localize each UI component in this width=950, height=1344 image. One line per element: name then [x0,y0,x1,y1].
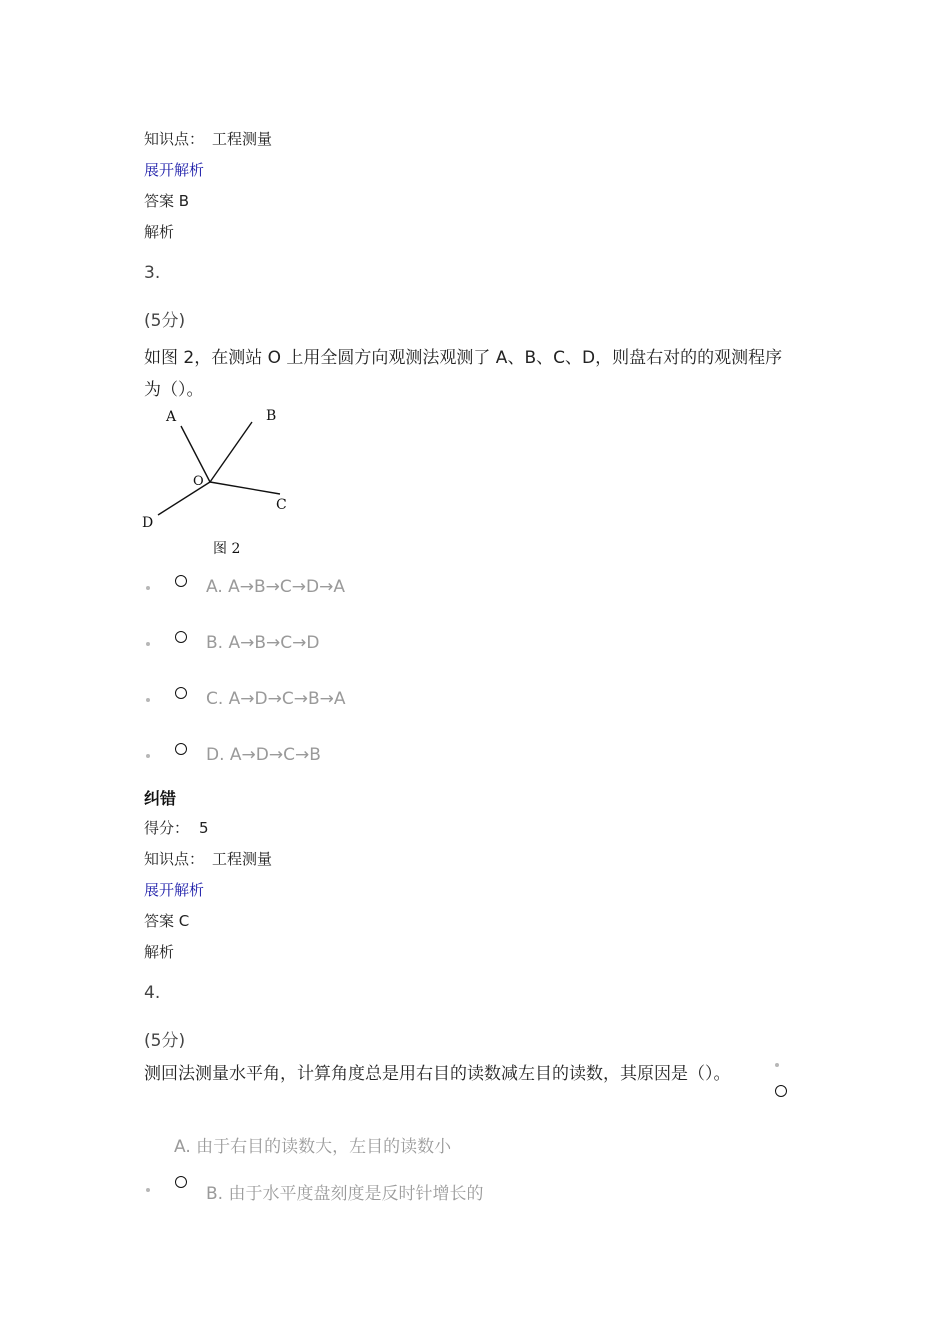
label-d: D [142,515,154,531]
knowledge-point-label: 知识点： [144,130,205,148]
radio-button-d[interactable] [175,743,187,755]
question-score: (5分) [144,1031,186,1051]
figure-caption: 图 2 [213,541,241,557]
label-c: C [276,497,287,513]
question-number: 3. [144,263,161,283]
analysis-label: 解析 [144,943,175,961]
bullet-icon [146,1188,150,1192]
knowledge-point-label: 知识点： [144,850,205,868]
question-text-line1: 如图 2，在测站 O 上用全圆方向观测法观测了 A、B、C、D，则盘右对的的观测程序 [144,348,783,368]
bullet-icon [775,1063,779,1067]
radio-button-c[interactable] [175,687,187,699]
score-label: 得分： [144,819,190,837]
bullet-icon [146,642,150,646]
label-a: A [166,409,177,425]
bullet-icon [146,586,150,590]
radio-button-a[interactable] [775,1085,787,1097]
label-o: O [193,474,204,489]
bullet-icon [146,698,150,702]
radio-button-b[interactable] [175,631,187,643]
report-error-link[interactable]: 纠错 [144,789,177,808]
expand-analysis-link[interactable]: 展开解析 [144,881,205,899]
analysis-label: 解析 [144,223,175,241]
radio-button-a[interactable] [175,575,187,587]
question-text-line2: 为（）。 [144,380,204,400]
figure-2-diagram [0,0,320,570]
bullet-icon [146,754,150,758]
option-b-label[interactable]: B. A→B→C→D [206,633,320,653]
option-a-label[interactable]: A. 由于右目的读数大，左目的读数小 [174,1137,452,1157]
question-text: 测回法测量水平角，计算角度总是用右目的读数减左目的读数，其原因是（）。 [144,1064,731,1084]
score-value: 5 [199,819,209,837]
ray-ob [210,422,252,482]
option-b-label[interactable]: B. 由于水平度盘刻度是反时针增长的 [206,1184,484,1204]
knowledge-point-value: 工程测量 [212,130,273,148]
label-b: B [266,408,277,424]
radio-button-b[interactable] [175,1176,187,1188]
expand-analysis-link[interactable]: 展开解析 [144,161,205,179]
option-d-label[interactable]: D. A→D→C→B [206,745,321,765]
question-number: 4. [144,983,161,1003]
option-a-label[interactable]: A. A→B→C→D→A [206,577,345,597]
score-row [144,817,209,838]
question-score: (5分) [144,311,186,331]
answer-text: 答案 B [144,192,190,210]
option-c-label[interactable]: C. A→D→C→B→A [206,689,346,709]
answer-text: 答案 C [144,912,190,930]
ray-oc [210,482,280,494]
knowledge-point-value: 工程测量 [212,850,273,868]
knowledge-point-row [144,848,272,869]
